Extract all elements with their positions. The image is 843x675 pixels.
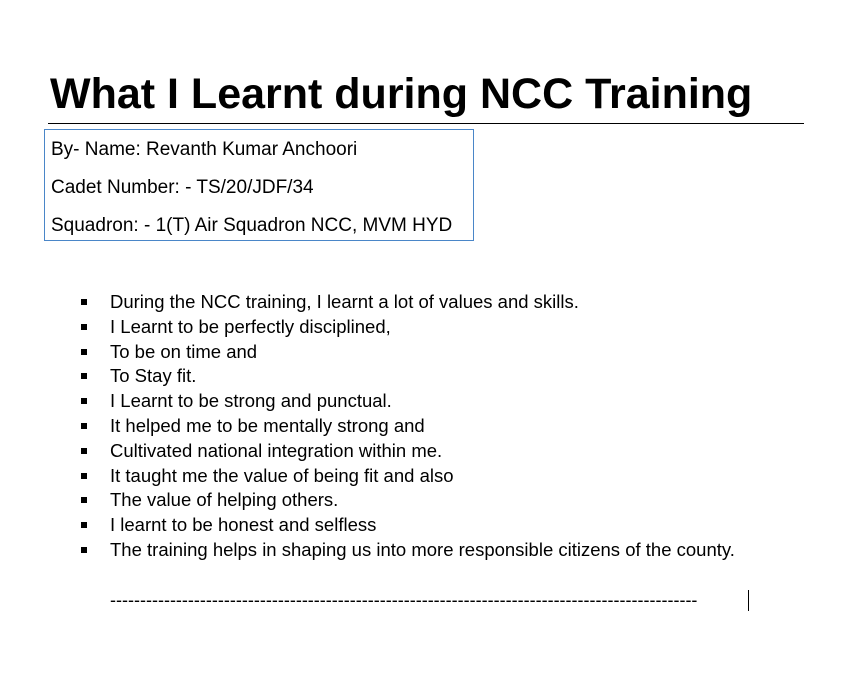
square-bullet-icon: [81, 324, 87, 330]
separator-line[interactable]: --------------------------------------------------------------------------------------------------: [110, 590, 698, 610]
squadron[interactable]: Squadron: - 1(T) Air Squadron NCC, MVM HYD: [51, 215, 453, 236]
square-bullet-icon: [81, 299, 87, 305]
square-bullet-icon: [81, 349, 87, 355]
list-item[interactable]: [0, 389, 843, 414]
list-item[interactable]: [0, 464, 843, 489]
square-bullet-icon: [81, 448, 87, 454]
list-item[interactable]: [0, 414, 843, 439]
square-bullet-icon: [81, 473, 87, 479]
author-name[interactable]: By- Name: Revanth Kumar Anchoori: [51, 139, 358, 160]
list-item[interactable]: [0, 315, 843, 340]
square-bullet-icon: [81, 423, 87, 429]
square-bullet-icon: [81, 373, 87, 379]
list-item-text[interactable]: I Learnt to be perfectly disciplined,: [110, 315, 391, 337]
list-item-text[interactable]: I learnt to be honest and selfless: [110, 514, 377, 536]
square-bullet-icon: [81, 522, 87, 528]
bullet-list: [0, 290, 843, 563]
list-item[interactable]: [0, 439, 843, 464]
square-bullet-icon: [81, 497, 87, 503]
list-item-text[interactable]: I Learnt to be strong and punctual.: [110, 390, 392, 412]
document-title[interactable]: What I Learnt during NCC Training: [50, 70, 753, 118]
list-item-text[interactable]: To be on time and: [110, 340, 258, 362]
list-item[interactable]: [0, 488, 843, 513]
list-item[interactable]: [0, 290, 843, 315]
list-item-text[interactable]: The training helps in shaping us into more responsible citizens of the county.: [110, 538, 735, 560]
list-item-text[interactable]: During the NCC training, I learnt a lot of values and skills.: [110, 291, 579, 312]
title-underline: [48, 123, 804, 124]
list-item[interactable]: [0, 538, 843, 563]
list-item-text[interactable]: To Stay fit.: [110, 365, 197, 387]
cadet-number[interactable]: Cadet Number: - TS/20/JDF/34: [51, 177, 314, 198]
list-item[interactable]: [0, 513, 843, 538]
author-info-box[interactable]: [44, 129, 474, 241]
list-item-text[interactable]: Cultivated national integration within me.: [110, 439, 443, 461]
list-item-text[interactable]: It taught me the value of being fit and also: [110, 464, 454, 486]
list-item[interactable]: [0, 340, 843, 365]
list-item-text[interactable]: It helped me to be mentally strong and: [110, 414, 425, 436]
text-cursor: [748, 590, 749, 611]
square-bullet-icon: [81, 398, 87, 404]
list-item-text[interactable]: The value of helping others.: [110, 489, 339, 511]
square-bullet-icon: [81, 547, 87, 553]
list-item[interactable]: [0, 364, 843, 389]
